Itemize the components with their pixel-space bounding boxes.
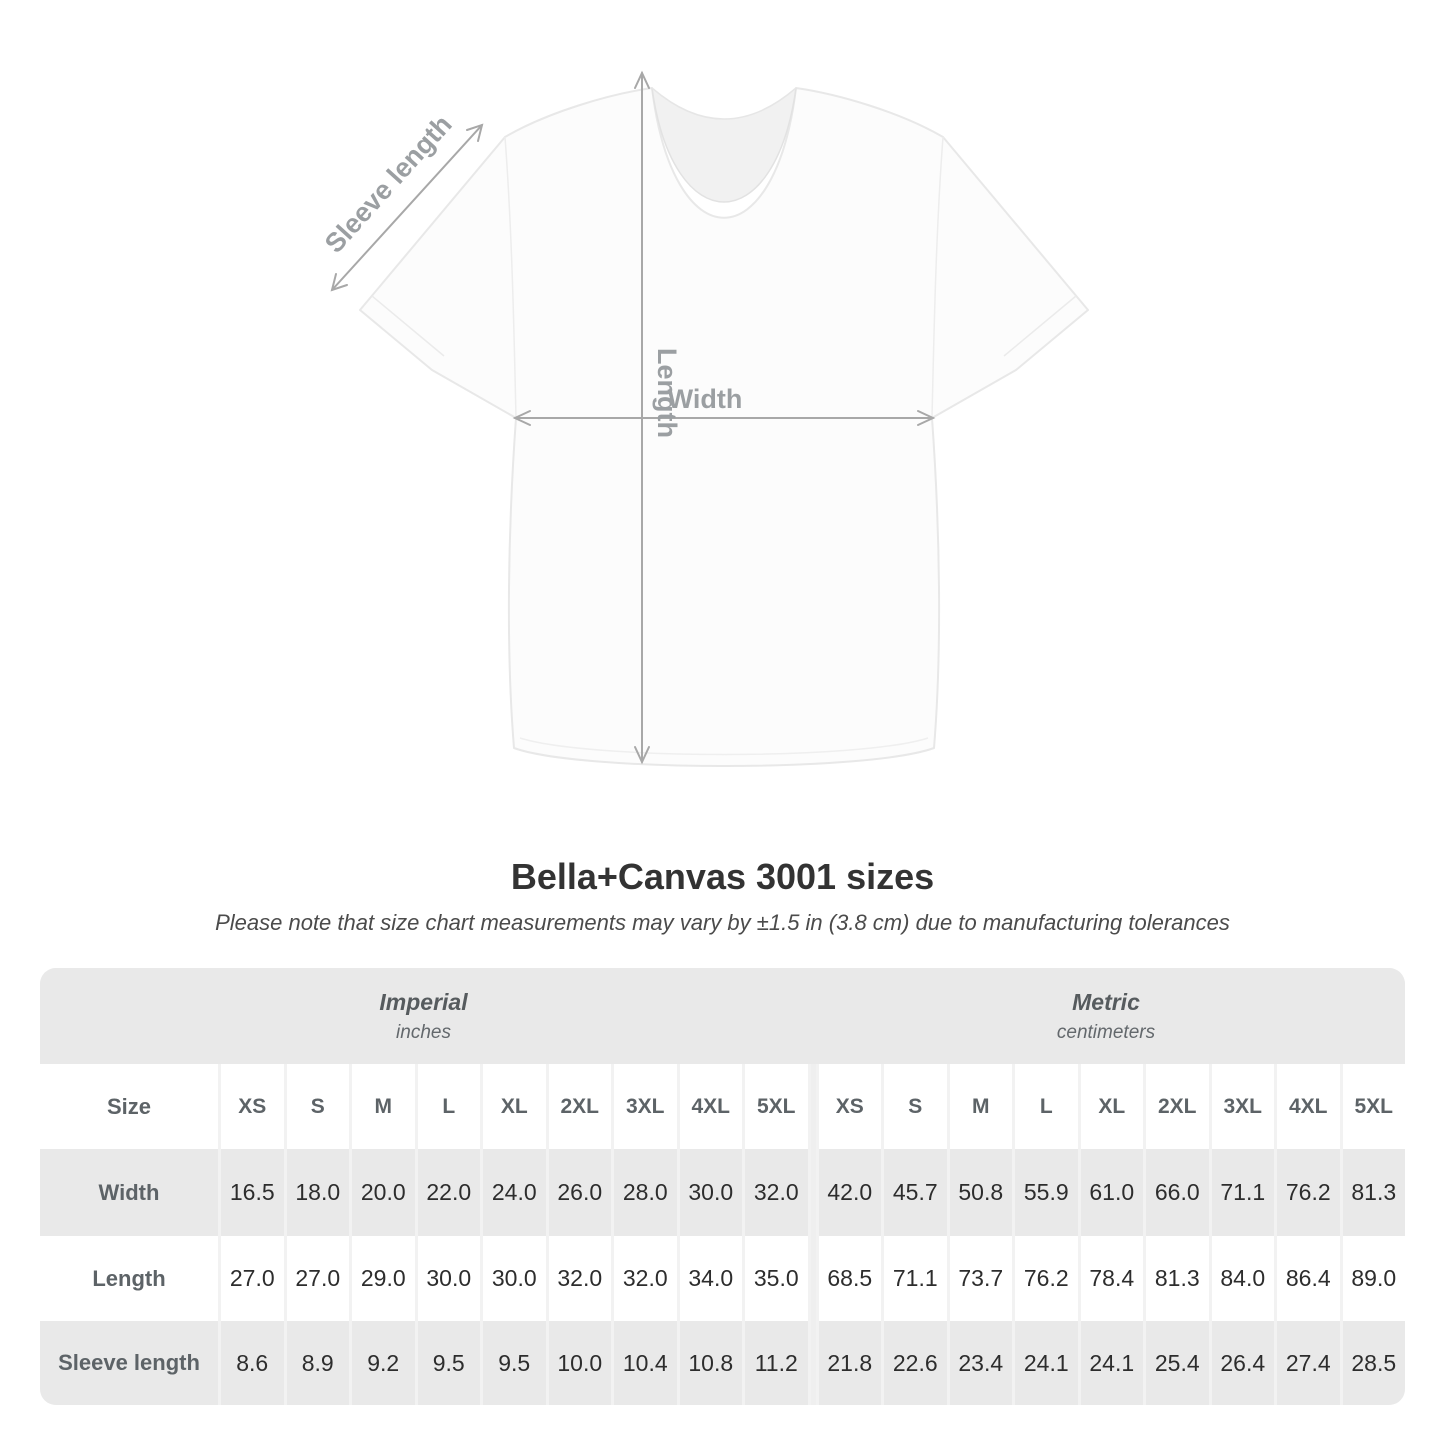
value-cell: 9.5 xyxy=(418,1321,481,1405)
size-table-grid xyxy=(40,1064,1405,1405)
row-label-size: Size xyxy=(40,1064,218,1149)
size-header-cell: XS xyxy=(819,1064,882,1149)
value-cell: 24.1 xyxy=(1015,1321,1078,1405)
imperial-section-header xyxy=(40,968,807,1064)
size-header-cell: 2XL xyxy=(549,1064,612,1149)
size-header-cell: XL xyxy=(483,1064,546,1149)
value-cell: 20.0 xyxy=(352,1149,415,1236)
sleeve-length-label: Sleeve length xyxy=(318,109,458,259)
section-divider xyxy=(811,1236,816,1321)
value-cell: 8.6 xyxy=(221,1321,284,1405)
value-cell: 10.4 xyxy=(614,1321,677,1405)
value-cell: 23.4 xyxy=(950,1321,1013,1405)
row-label-sleeve-length: Sleeve length xyxy=(40,1321,218,1405)
size-header-cell: XS xyxy=(221,1064,284,1149)
value-cell: 22.0 xyxy=(418,1149,481,1236)
value-cell: 18.0 xyxy=(287,1149,350,1236)
value-cell: 71.1 xyxy=(1212,1149,1275,1236)
value-cell: 32.0 xyxy=(745,1149,808,1236)
value-cell: 24.1 xyxy=(1081,1321,1144,1405)
section-divider xyxy=(811,1321,816,1405)
row-label-width: Width xyxy=(40,1149,218,1236)
page-title: Bella+Canvas 3001 sizes xyxy=(510,856,935,897)
width-label: Width xyxy=(667,384,743,414)
value-cell: 35.0 xyxy=(745,1236,808,1321)
value-cell: 10.0 xyxy=(549,1321,612,1405)
value-cell: 10.8 xyxy=(680,1321,743,1405)
value-cell: 29.0 xyxy=(352,1236,415,1321)
imperial-title: Imperial xyxy=(379,988,468,1015)
value-cell: 28.0 xyxy=(614,1149,677,1236)
value-cell: 27.0 xyxy=(287,1236,350,1321)
value-cell: 30.0 xyxy=(483,1236,546,1321)
size-header-cell: XL xyxy=(1081,1064,1144,1149)
size-header-cell: S xyxy=(884,1064,947,1149)
table-header-band xyxy=(40,968,1405,1064)
length-label: Length xyxy=(652,348,682,438)
value-cell: 25.4 xyxy=(1146,1321,1209,1405)
value-cell: 50.8 xyxy=(950,1149,1013,1236)
value-cell: 84.0 xyxy=(1212,1236,1275,1321)
value-cell: 71.1 xyxy=(884,1236,947,1321)
tshirt-measurement-diagram xyxy=(300,40,1150,820)
value-cell: 66.0 xyxy=(1146,1149,1209,1236)
size-header-cell: 5XL xyxy=(1343,1064,1406,1149)
value-cell: 9.5 xyxy=(483,1321,546,1405)
value-cell: 73.7 xyxy=(950,1236,1013,1321)
value-cell: 26.0 xyxy=(549,1149,612,1236)
section-divider xyxy=(811,1064,816,1149)
size-header-cell: 4XL xyxy=(680,1064,743,1149)
size-header-cell: 4XL xyxy=(1277,1064,1340,1149)
value-cell: 27.0 xyxy=(221,1236,284,1321)
size-header-cell: L xyxy=(418,1064,481,1149)
metric-title: Metric xyxy=(1072,988,1140,1015)
value-cell: 30.0 xyxy=(680,1149,743,1236)
value-cell: 89.0 xyxy=(1343,1236,1406,1321)
value-cell: 32.0 xyxy=(549,1236,612,1321)
value-cell: 11.2 xyxy=(745,1321,808,1405)
value-cell: 81.3 xyxy=(1146,1236,1209,1321)
size-header-cell: L xyxy=(1015,1064,1078,1149)
value-cell: 27.4 xyxy=(1277,1321,1340,1405)
value-cell: 21.8 xyxy=(819,1321,882,1405)
value-cell: 76.2 xyxy=(1015,1236,1078,1321)
value-cell: 55.9 xyxy=(1015,1149,1078,1236)
value-cell: 16.5 xyxy=(221,1149,284,1236)
value-cell: 28.5 xyxy=(1343,1321,1406,1405)
value-cell: 45.7 xyxy=(884,1149,947,1236)
value-cell: 34.0 xyxy=(680,1236,743,1321)
value-cell: 81.3 xyxy=(1343,1149,1406,1236)
size-header-cell: M xyxy=(950,1064,1013,1149)
section-divider xyxy=(811,1149,816,1236)
size-header-cell: M xyxy=(352,1064,415,1149)
value-cell: 42.0 xyxy=(819,1149,882,1236)
size-header-cell: S xyxy=(287,1064,350,1149)
imperial-units: inches xyxy=(396,1021,451,1043)
size-header-cell: 5XL xyxy=(745,1064,808,1149)
value-cell: 8.9 xyxy=(287,1321,350,1405)
value-cell: 26.4 xyxy=(1212,1321,1275,1405)
value-cell: 32.0 xyxy=(614,1236,677,1321)
value-cell: 68.5 xyxy=(819,1236,882,1321)
metric-section-header xyxy=(807,968,1405,1064)
metric-units: centimeters xyxy=(1056,1021,1156,1043)
row-label-length: Length xyxy=(40,1236,218,1321)
value-cell: 61.0 xyxy=(1081,1149,1144,1236)
size-header-cell: 3XL xyxy=(614,1064,677,1149)
value-cell: 76.2 xyxy=(1277,1149,1340,1236)
size-header-cell: 2XL xyxy=(1146,1064,1209,1149)
value-cell: 78.4 xyxy=(1081,1236,1144,1321)
size-table xyxy=(40,968,1405,1405)
size-header-cell: 3XL xyxy=(1212,1064,1275,1149)
value-cell: 22.6 xyxy=(884,1321,947,1405)
tolerance-note: Please note that size chart measurements may vary by ±1.5 in (3.8 cm) due to manufacturing tolerances xyxy=(215,910,1230,935)
value-cell: 86.4 xyxy=(1277,1236,1340,1321)
value-cell: 9.2 xyxy=(352,1321,415,1405)
value-cell: 30.0 xyxy=(418,1236,481,1321)
value-cell: 24.0 xyxy=(483,1149,546,1236)
